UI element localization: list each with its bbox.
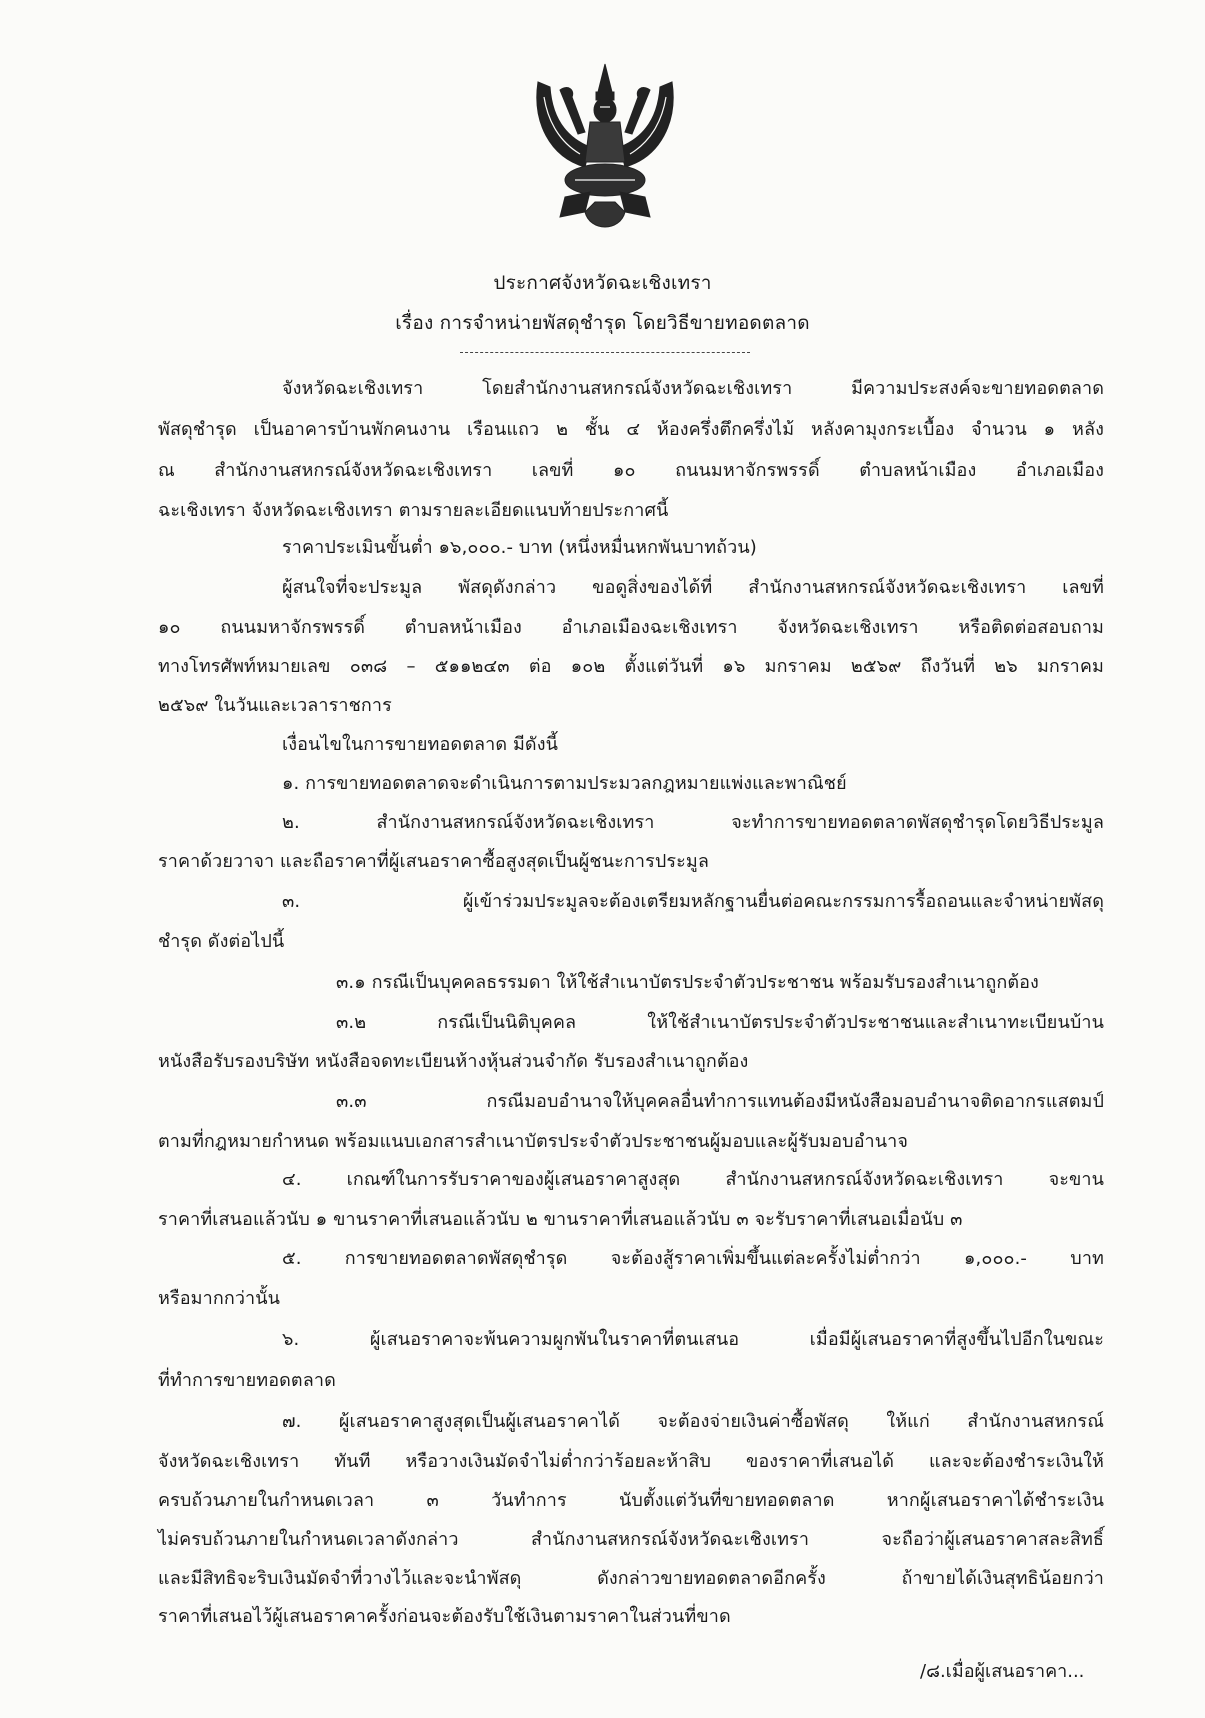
condition-3-2-line-1: ๓.๒ กรณีเป็นนิติบุคคล ให้ใช้สำเนาบัตรประจำตัวประชาชนและสำเนาทะเบียนบ้าน [336,1012,1104,1033]
garuda-emblem-icon [530,62,680,237]
condition-5-line-1: ๕. การขายทอดตลาดพัสดุชำรุด จะต้องสู้ราคาเพิ่มขึ้นแต่ละครั้งไม่ต่ำกว่า ๑,๐๐๐.- บาท [282,1248,1104,1269]
condition-7-line-2: จังหวัดฉะเชิงเทรา ทันที หรือวางเงินมัดจำไม่ต่ำกว่าร้อยละห้าสิบ ของราคาที่เสนอได้ และจะต้องชำระเงินให้ [158,1451,1104,1472]
condition-7-line-1: ๗. ผู้เสนอราคาสูงสุดเป็นผู้เสนอราคาได้ จะต้องจ่ายเงินค่าซื้อพัสดุ ให้แก่ สำนักงานสหกรณ์ [282,1411,1104,1432]
condition-6-line-2: ที่ทำการขายทอดตลาด [158,1370,336,1391]
condition-7-line-5: และมีสิทธิจะริบเงินมัดจำที่วางไว้และจะนำพัสดุ ดังกล่าวขายทอดตลาดอีกครั้ง ถ้าขายได้เงินสุทธิน้อยกว่า [158,1568,1104,1589]
condition-3-3-line-2: ตามที่กฎหมายกำหนด พร้อมแนบเอกสารสำเนาบัตรประจำตัวประชาชนผู้มอบและผู้รับมอบอำนาจ [158,1131,908,1152]
intro-line-2: พัสดุชำรุด เป็นอาคารบ้านพักคนงาน เรือนแถว ๒ ชั้น ๔ ห้องครึ่งตึกครึ่งไม้ หลังคามุงกระเบื้อง จำนวน ๑ หลัง [158,419,1104,440]
condition-3-3-line-1: ๓.๓ กรณีมอบอำนาจให้บุคคลอื่นทำการแทนต้องมีหนังสือมอบอำนาจติดอากรแสตมป์ [336,1091,1104,1112]
contact-line-2: ๑๐ ถนนมหาจักรพรรดิ์ ตำบลหน้าเมือง อำเภอเมืองฉะเชิงเทรา จังหวัดฉะเชิงเทรา หรือติดต่อสอบถาม [158,617,1104,638]
announcement-subject: เรื่อง การจำหน่ายพัสดุชำรุด โดยวิธีขายทอดตลาด [395,312,810,334]
condition-4-line-1: ๔. เกณฑ์ในการรับราคาของผู้เสนอราคาสูงสุด สำนักงานสหกรณ์จังหวัดฉะเชิงเทรา จะขาน [282,1169,1104,1190]
minimum-price: ราคาประเมินขั้นต่ำ ๑๖,๐๐๐.- บาท (หนึ่งหมื่นหกพันบาทถ้วน) [282,537,757,558]
intro-line-3: ณ สำนักงานสหกรณ์จังหวัดฉะเชิงเทรา เลขที่ ๑๐ ถนนมหาจักรพรรดิ์ ตำบลหน้าเมือง อำเภอเมือง [158,460,1104,481]
condition-2-line-1: ๒. สำนักงานสหกรณ์จังหวัดฉะเชิงเทรา จะทำการขายทอดตลาดพัสดุชำรุดโดยวิธีประมูล [282,812,1104,833]
condition-3-1: ๓.๑ กรณีเป็นบุคคลธรรมดา ให้ใช้สำเนาบัตรประจำตัวประชาชน พร้อมรับรองสำเนาถูกต้อง [336,972,1039,993]
contact-line-1: ผู้สนใจที่จะประมูล พัสดุดังกล่าว ขอดูสิ่งของได้ที่ สำนักงานสหกรณ์จังหวัดฉะเชิงเทรา เลขที่ [282,577,1104,598]
continuation-note: /๘.เมื่อผู้เสนอราคา... [920,1661,1085,1682]
contact-line-4: ๒๕๖๙ ในวันและเวลาราชการ [158,695,392,716]
condition-2-line-2: ราคาด้วยวาจา และถือราคาที่ผู้เสนอราคาซื้อสูงสุดเป็นผู้ชนะการประมูล [158,851,710,872]
condition-3-line-1: ๓. ผู้เข้าร่วมประมูลจะต้องเตรียมหลักฐานยื่นต่อคณะกรรมการรื้อถอนและจำหน่ายพัสดุ [282,891,1104,912]
contact-line-3: ทางโทรศัพท์หมายเลข ๐๓๘ – ๕๑๑๒๔๓ ต่อ ๑๐๒ ตั้งแต่วันที่ ๑๖ มกราคม ๒๕๖๙ ถึงวันที่ ๒๖ มกราคม [158,656,1104,677]
condition-4-line-2: ราคาที่เสนอแล้วนับ ๑ ขานราคาที่เสนอแล้วนับ ๒ ขานราคาที่เสนอแล้วนับ ๓ จะรับราคาที่เสนอเมื่อนับ ๓ [158,1209,963,1230]
conditions-heading: เงื่อนไขในการขายทอดตลาด มีดังนี้ [282,734,558,755]
condition-7-line-3: ครบถ้วนภายในกำหนดเวลา ๓ วันทำการ นับตั้งแต่วันที่ขายทอดตลาด หากผู้เสนอราคาได้ชำระเงิน [158,1490,1104,1511]
title-separator [460,352,750,353]
condition-5-line-2: หรือมากกว่านั้น [158,1288,281,1309]
condition-1: ๑. การขายทอดตลาดจะดำเนินการตามประมวลกฎหมายแพ่งและพาณิชย์ [282,773,847,794]
condition-7-line-4: ไม่ครบถ้วนภายในกำหนดเวลาดังกล่าว สำนักงานสหกรณ์จังหวัดฉะเชิงเทรา จะถือว่าผู้เสนอราคาสละสิทธิ์ [158,1529,1104,1550]
condition-3-2-line-2: หนังสือรับรองบริษัท หนังสือจดทะเบียนห้างหุ้นส่วนจำกัด รับรองสำเนาถูกต้อง [158,1051,749,1072]
condition-6-line-1: ๖. ผู้เสนอราคาจะพ้นความผูกพันในราคาที่ตนเสนอ เมื่อมีผู้เสนอราคาที่สูงขึ้นไปอีกในขณะ [282,1329,1104,1350]
condition-7-line-6: ราคาที่เสนอไว้ผู้เสนอราคาครั้งก่อนจะต้องรับใช้เงินตามราคาในส่วนที่ขาด [158,1606,731,1627]
condition-3-line-2: ชำรุด ดังต่อไปนี้ [158,931,285,952]
announcement-title: ประกาศจังหวัดฉะเชิงเทรา [493,272,712,294]
intro-line-1: จังหวัดฉะเชิงเทรา โดยสำนักงานสหกรณ์จังหวัดฉะเชิงเทรา มีความประสงค์จะขายทอดตลาด [282,378,1104,399]
intro-line-4: ฉะเชิงเทรา จังหวัดฉะเชิงเทรา ตามรายละเอียดแนบท้ายประกาศนี้ [158,500,669,521]
